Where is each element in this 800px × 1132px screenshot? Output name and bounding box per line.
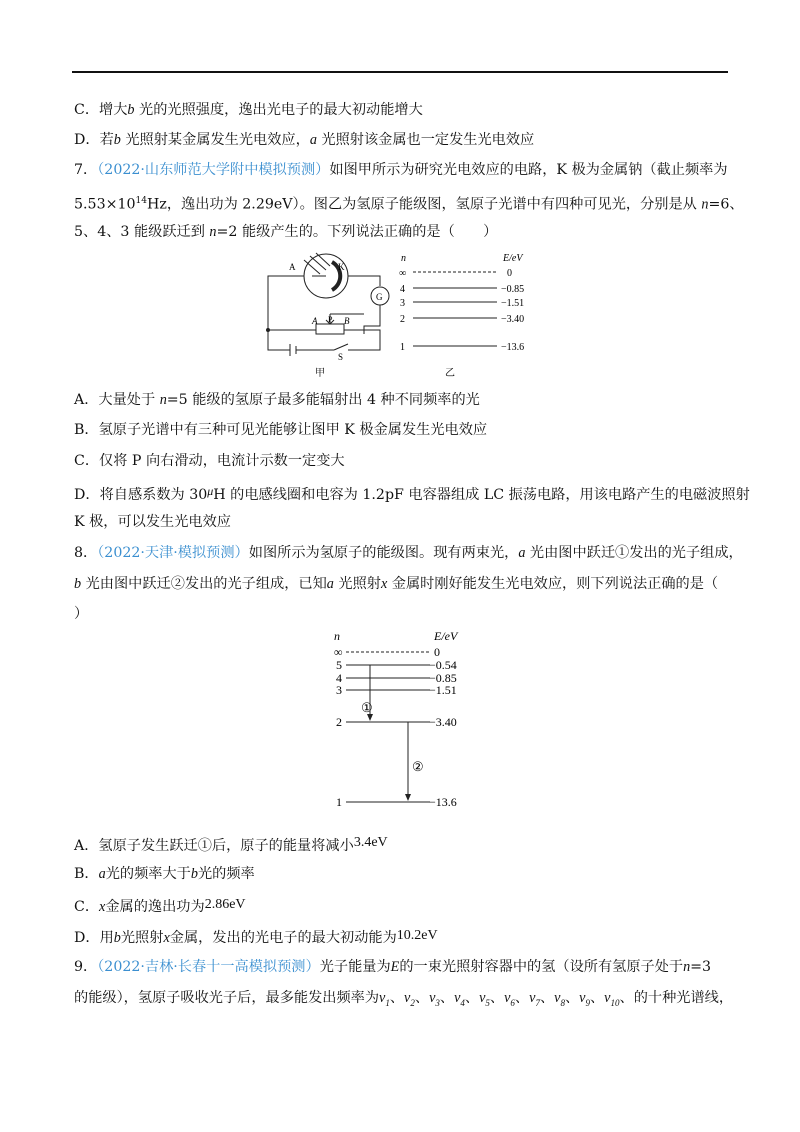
var-b: b xyxy=(113,132,121,148)
q8-stem-line2 xyxy=(74,574,718,594)
text: 光子能量为 xyxy=(319,959,391,975)
text: =3 xyxy=(690,959,712,975)
q8-stem-line1 xyxy=(74,543,743,563)
var-e: E xyxy=(390,959,400,975)
label-k: K xyxy=(338,262,345,272)
n-label: 2 xyxy=(336,715,342,729)
text: D．将自感系数为 30 xyxy=(74,487,208,503)
label-g: G xyxy=(376,292,383,302)
label-p: P xyxy=(328,315,333,324)
e-label: −1.51 xyxy=(429,683,457,697)
frequency-nu: $\nu_7$ xyxy=(529,990,540,1008)
label-rheostat-a: A xyxy=(312,316,318,326)
frequency-nu: $\nu_8$ xyxy=(554,990,565,1008)
q8-option-d xyxy=(74,926,438,948)
n-label: 4 xyxy=(400,284,405,295)
q7-stem-line1 xyxy=(74,160,728,180)
frequency-nu: $\nu_2$ xyxy=(404,990,415,1008)
var-b: b xyxy=(113,930,121,946)
text: 金属时刚好能发生光电效应，则下列说法正确的是（ xyxy=(387,576,719,592)
q7-stem-line2 xyxy=(74,191,744,215)
text: 光照射 xyxy=(333,576,381,592)
e-label: −13.6 xyxy=(501,342,525,353)
q7-option-d-line2: K 极，可以发生光电效应 xyxy=(74,514,231,530)
e-label: −3.40 xyxy=(501,314,525,325)
q8-option-b xyxy=(74,864,255,884)
question-number: 9． xyxy=(74,959,98,975)
var-b: b xyxy=(190,866,198,882)
var-n: n xyxy=(159,392,167,408)
var-a: a xyxy=(326,576,334,592)
n-label: 3 xyxy=(400,298,405,309)
text: 5.53×10 xyxy=(74,196,136,213)
text: D．若 xyxy=(74,132,114,148)
q8-stem-line3: ） xyxy=(74,606,89,622)
frequency-nu: $\nu_5$ xyxy=(479,990,490,1008)
label-rheostat-b: B xyxy=(344,316,350,326)
var-a: a xyxy=(309,132,317,148)
question-number: 7． xyxy=(74,162,98,178)
text: 光的频率 xyxy=(197,866,255,882)
value: 3.4eV xyxy=(353,835,388,850)
text: A．大量处于 xyxy=(74,392,160,408)
transition-2-label: ② xyxy=(412,759,424,774)
axis-e: E/eV xyxy=(434,629,458,643)
text: H 的电感线圈和电容为 1.2pF 电容器组成 LC 振荡电路，用该电路产生的电磁波照射 xyxy=(213,487,750,503)
q8-option-c xyxy=(74,895,246,917)
e-label: −0.85 xyxy=(429,671,457,685)
n-label: 1 xyxy=(336,795,342,809)
value: 10.2eV xyxy=(396,928,438,943)
header-rule xyxy=(72,71,728,73)
var-n: n xyxy=(701,196,709,213)
text: C． xyxy=(74,899,100,915)
rheostat xyxy=(316,324,344,334)
q7-stem-line3 xyxy=(74,222,497,242)
text: 光的频率大于 xyxy=(105,866,191,882)
text: C．增大 xyxy=(74,102,128,118)
text: B． xyxy=(74,866,99,882)
q6-option-c xyxy=(74,100,423,120)
frequency-nu: $\nu_1$ xyxy=(379,990,390,1008)
frequency-nu: $\nu_6$ xyxy=(504,990,515,1008)
e-label: −3.40 xyxy=(429,715,457,729)
text: 的能级），氢原子吸收光子后，最多能发出频率为 xyxy=(74,990,380,1006)
question-source: （2022·天津·模拟预测） xyxy=(97,545,249,561)
q7-option-c: C．仅将 P 向右滑动，电流计示数一定变大 xyxy=(74,453,345,469)
text: A．氢原子发生跃迁①后，原子的能量将减小 xyxy=(74,838,354,854)
n-label: ∞ xyxy=(399,268,407,279)
q7-option-d-line1 xyxy=(74,481,750,505)
e-label: −13.6 xyxy=(429,795,457,809)
q7-option-a xyxy=(74,390,480,410)
n-label: ∞ xyxy=(334,645,343,659)
question-source: （2022·吉林·长春十一高模拟预测） xyxy=(97,959,320,975)
text: 如图所示为氢原子的能级图。现有两束光， xyxy=(248,545,519,561)
axis-e: E/eV xyxy=(503,253,523,264)
axis-n: n xyxy=(401,253,406,264)
n-label: 1 xyxy=(400,342,405,353)
text: 如图甲所示为研究光电效应的电路，K 极为金属钠（截止频率为 xyxy=(329,162,728,178)
q7-circuit-diagram xyxy=(260,250,400,380)
text: Hz，逸出功为 2.29eV）。图乙为氢原子能级图，氢原子光谱中有四种可见光，分别是从 xyxy=(146,196,702,213)
mu-symbol: μ xyxy=(207,484,214,498)
var-b: b xyxy=(127,102,135,118)
text: 光照射某金属发生光电效应， xyxy=(120,132,310,148)
frequency-nu: $\nu_4$ xyxy=(454,990,465,1008)
var-x: x xyxy=(99,899,106,915)
q7-energy-level-diagram xyxy=(395,250,535,380)
var-b: b xyxy=(74,576,82,592)
text: 光由图中跃迁①发出的光子组成， xyxy=(525,545,743,561)
text: D．用 xyxy=(74,930,114,946)
frequency-list: $\nu_1$、$\nu_2$、$\nu_3$、$\nu_4$、$\nu_5$、$\nu_6$、$\nu_7$、$\nu_8$、$\nu_9$、$\nu_{10}$、 xyxy=(379,990,634,1008)
e-label: −0.54 xyxy=(429,658,457,672)
n-label: 2 xyxy=(400,314,405,325)
var-a: a xyxy=(518,545,526,561)
frequency-nu: $\nu_{10}$ xyxy=(604,990,620,1008)
frequency-nu: $\nu_3$ xyxy=(429,990,440,1008)
e-label: 0 xyxy=(507,268,512,279)
text: 光照射 xyxy=(120,930,164,946)
text: =2 能级产生的。下列说法正确的是（ ） xyxy=(216,224,498,240)
var-x: x xyxy=(163,930,170,946)
n-label: 5 xyxy=(336,658,342,672)
n-label: 4 xyxy=(336,671,342,685)
figure-label-yi: 乙 xyxy=(445,368,455,379)
question-source: （2022·山东师范大学附中模拟预测） xyxy=(97,162,330,178)
text: 的一束光照射容器中的氢（设所有氢原子处于 xyxy=(399,959,684,975)
q9-stem-line1 xyxy=(74,957,711,977)
figure-label-jia: 甲 xyxy=(315,368,325,379)
q8-option-a xyxy=(74,833,388,856)
var-n: n xyxy=(683,959,691,975)
var-n: n xyxy=(209,224,217,240)
q7-option-b: B．氢原子光谱中有三种可见光能够让图甲 K 极金属发生光电效应 xyxy=(74,422,488,438)
var-x: x xyxy=(380,576,388,592)
text: 金属的逸出功为 xyxy=(105,899,205,915)
n-label: 3 xyxy=(336,683,342,697)
label-s: S xyxy=(338,352,344,362)
text: =6、 xyxy=(708,196,744,213)
e-label: 0 xyxy=(434,645,440,659)
frequency-nu: $\nu_9$ xyxy=(579,990,590,1008)
e-label: −1.51 xyxy=(501,298,525,309)
transition-1-label: ① xyxy=(361,700,373,715)
text: =5 能级的氢原子最多能辐射出 4 种不同频率的光 xyxy=(166,392,480,408)
text: 金属，发出的光电子的最大初动能为 xyxy=(169,930,397,946)
label-a: A xyxy=(289,262,296,272)
q9-stem-line2 xyxy=(74,988,733,1013)
text: 光照射该金属也一定发生光电效应 xyxy=(316,132,535,148)
e-label: −0.85 xyxy=(501,284,525,295)
axis-n: n xyxy=(334,629,340,643)
value: 2.86eV xyxy=(204,897,246,912)
text: 5、4、3 能级跃迁到 xyxy=(74,224,210,240)
text: 光的光照强度，逸出光电子的最大初动能增大 xyxy=(134,102,423,118)
exponent: 14 xyxy=(135,196,147,206)
q6-option-d xyxy=(74,130,534,150)
text: 光由图中跃迁②发出的光子组成，已知 xyxy=(81,576,327,592)
q8-energy-level-diagram xyxy=(330,628,480,818)
text: 的十种光谱线， xyxy=(633,990,734,1006)
var-a: a xyxy=(98,866,106,882)
question-number: 8． xyxy=(74,545,98,561)
